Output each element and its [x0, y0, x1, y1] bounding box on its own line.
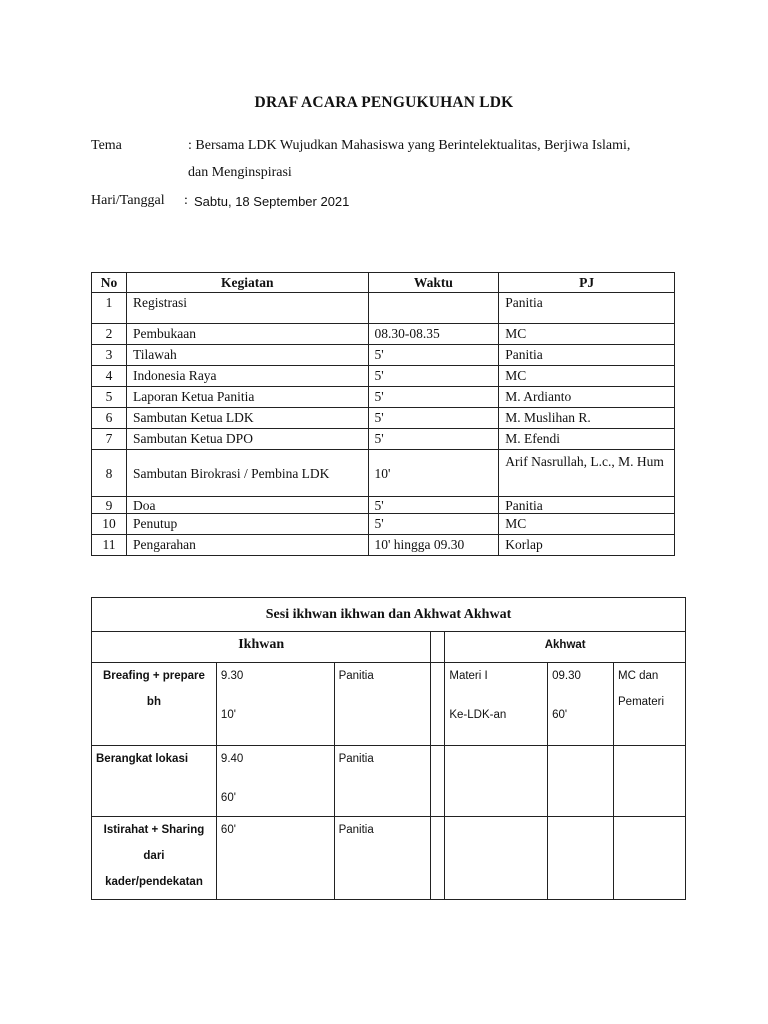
header-waktu: Waktu [368, 273, 499, 293]
row-waktu: 5' [368, 345, 499, 366]
row-waktu [368, 293, 499, 324]
ikhwan-pj: Panitia [334, 817, 431, 900]
row-kegiatan: Indonesia Raya [126, 366, 368, 387]
row-waktu: 5' [368, 514, 499, 535]
row-pj: Korlap [499, 535, 675, 556]
tema-label: Tema [91, 138, 122, 153]
akhwat-pj [614, 817, 686, 900]
document-title: DRAF ACARA PENGUKUHAN LDK [254, 94, 514, 111]
row-no: 11 [92, 535, 127, 556]
row-kegiatan: Doa [126, 497, 368, 514]
ikhwan-waktu-line1: 9.30 [220, 670, 244, 682]
table-row [92, 514, 675, 535]
row-no: 10 [92, 514, 127, 535]
row-waktu: 5' [368, 366, 499, 387]
divider-cell [431, 746, 445, 817]
sesi-title: Sesi ikhwan ikhwan dan Akhwat Akhwat [92, 598, 686, 632]
akhwat-materi [445, 746, 548, 817]
row-pj: M. Efendi [499, 429, 675, 450]
table-row [92, 746, 686, 817]
table-row [92, 345, 675, 366]
row-no: 5 [92, 387, 127, 408]
ikhwan-waktu [216, 746, 334, 817]
row-kegiatan: Tilawah [126, 345, 368, 366]
acara-table [91, 272, 675, 556]
tanggal-colon: : [184, 193, 188, 208]
row-pj: MC [499, 514, 675, 535]
table-row [92, 497, 675, 514]
row-pj: MC [499, 366, 675, 387]
akhwat-waktu [548, 746, 614, 817]
ikhwan-kegiatan: Berangkat lokasi [92, 746, 217, 817]
row-kegiatan: Sambutan Birokrasi / Pembina LDK [126, 450, 368, 497]
tanggal-value: Sabtu, 18 September 2021 [194, 194, 350, 209]
table-row [92, 293, 675, 324]
row-pj: Panitia [499, 293, 675, 324]
row-waktu: 5' [368, 429, 499, 450]
table-row [92, 408, 675, 429]
row-pj: M. Muslihan R. [499, 408, 675, 429]
ikhwan-waktu-line2: 60' [220, 792, 236, 804]
row-no: 4 [92, 366, 127, 387]
akhwat-materi-line1: Materi I [449, 670, 488, 682]
row-pj: Panitia [499, 345, 675, 366]
ikhwan-waktu: 60' [216, 817, 334, 900]
row-waktu: 10' [368, 450, 499, 497]
ikhwan-waktu-line1: 9.40 [220, 753, 244, 765]
table-row [92, 324, 675, 345]
row-kegiatan: Pembukaan [126, 324, 368, 345]
row-pj: M. Ardianto [499, 387, 675, 408]
row-no: 9 [92, 497, 127, 514]
ikhwan-pj: Panitia [334, 746, 431, 817]
row-waktu: 10' hingga 09.30 [368, 535, 499, 556]
akhwat-header: Akhwat [445, 632, 686, 663]
row-waktu: 5' [368, 408, 499, 429]
row-pj: Arif Nasrullah, L.c., M. Hum [499, 450, 675, 497]
tanggal-label: Hari/Tanggal [91, 193, 165, 208]
ikhwan-kegiatan: Breafing + prepare bh [92, 663, 217, 746]
row-kegiatan: Penutup [126, 514, 368, 535]
header-no: No [92, 273, 127, 293]
row-kegiatan: Registrasi [126, 293, 368, 324]
ikhwan-kegiatan: Istirahat + Sharing dari kader/pendekatan [92, 817, 217, 900]
row-pj: Panitia [499, 497, 675, 514]
row-no: 1 [92, 293, 127, 324]
akhwat-pj [614, 746, 686, 817]
row-kegiatan: Sambutan Ketua DPO [126, 429, 368, 450]
row-waktu: 5' [368, 387, 499, 408]
row-no: 3 [92, 345, 127, 366]
tema-value-line2: dan Menginspirasi [188, 165, 292, 180]
table-row [92, 535, 675, 556]
ikhwan-header: Ikhwan [92, 632, 431, 663]
header-pj: PJ [499, 273, 675, 293]
ikhwan-waktu-line2: 10' [220, 709, 236, 721]
row-waktu: 08.30-08.35 [368, 324, 499, 345]
table-row [92, 817, 686, 900]
ikhwan-pj: Panitia [334, 663, 431, 746]
row-no: 6 [92, 408, 127, 429]
akhwat-pj: MC dan Pemateri [614, 663, 686, 746]
akhwat-waktu-line2: 60' [552, 709, 568, 721]
divider-cell [431, 663, 445, 746]
table-header-row [92, 273, 675, 293]
divider-cell [431, 817, 445, 900]
akhwat-materi [445, 663, 548, 746]
tema-value-line1: : Bersama LDK Wujudkan Mahasiswa yang Berintelektualitas, Berjiwa Islami, [188, 138, 631, 153]
row-waktu: 5' [368, 497, 499, 514]
akhwat-waktu-line1: 09.30 [552, 670, 581, 682]
row-kegiatan: Pengarahan [126, 535, 368, 556]
akhwat-waktu [548, 817, 614, 900]
row-pj: MC [499, 324, 675, 345]
row-no: 8 [92, 450, 127, 497]
divider-cell [431, 632, 445, 663]
ikhwan-waktu [216, 663, 334, 746]
row-no: 2 [92, 324, 127, 345]
akhwat-materi-line2: Ke-LDK-an [449, 709, 507, 721]
table-row [92, 663, 686, 746]
row-kegiatan: Sambutan Ketua LDK [126, 408, 368, 429]
row-no: 7 [92, 429, 127, 450]
table-row [92, 429, 675, 450]
table-row [92, 450, 675, 497]
akhwat-waktu [548, 663, 614, 746]
header-kegiatan: Kegiatan [126, 273, 368, 293]
akhwat-materi [445, 817, 548, 900]
table-row [92, 366, 675, 387]
sesi-table [91, 597, 686, 900]
table-row [92, 387, 675, 408]
row-kegiatan: Laporan Ketua Panitia [126, 387, 368, 408]
